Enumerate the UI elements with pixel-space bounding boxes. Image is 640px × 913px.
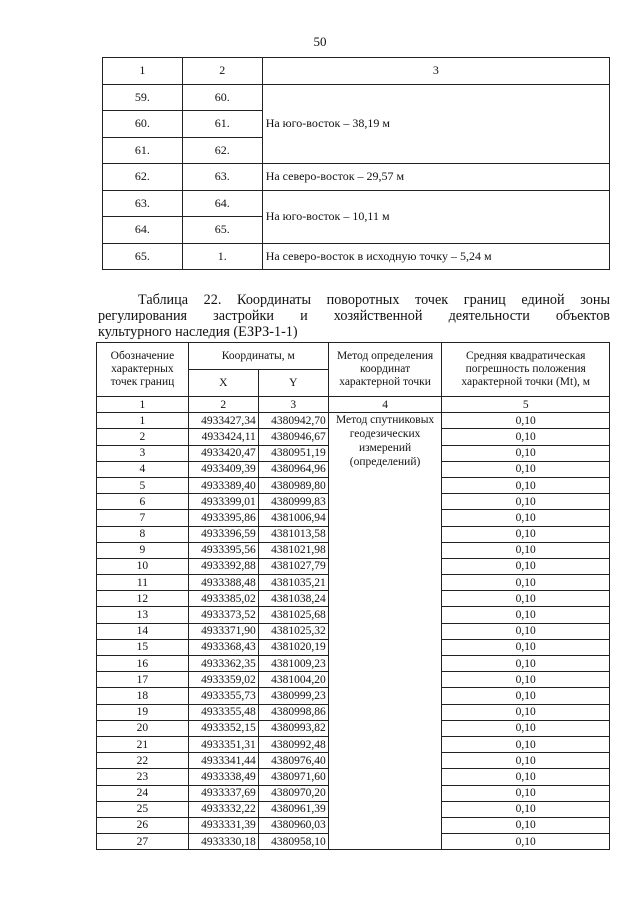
to-point: 65. [182, 217, 262, 244]
error-value: 0,10 [442, 769, 610, 785]
header-error: Средняя квадратическая погрешность положения характерной точки (Mt), м [442, 343, 610, 397]
coord-y: 4380951,19 [258, 445, 328, 461]
method-cell: Метод спутниковых геодезических измерений (определений) [328, 413, 442, 850]
coord-y: 4381027,79 [258, 558, 328, 574]
point-number: 2 [97, 429, 189, 445]
point-number: 11 [97, 575, 189, 591]
to-point: 1. [182, 243, 262, 270]
coord-x: 4933409,39 [188, 461, 258, 477]
point-number: 12 [97, 591, 189, 607]
coord-x: 4933368,43 [188, 639, 258, 655]
caption-line: Таблица 22. Координаты поворотных точек границ единой зоны [138, 292, 610, 308]
direction-description: На юго-восток – 10,11 м [262, 190, 609, 243]
coord-x: 4933332,22 [188, 801, 258, 817]
coord-x: 4933371,90 [188, 623, 258, 639]
coord-x: 4933352,15 [188, 720, 258, 736]
column-number: 3 [258, 397, 328, 413]
column-number: 2 [188, 397, 258, 413]
caption-line: культурного наследия (ЕЗРЗ-1-1) [98, 324, 298, 340]
error-value: 0,10 [442, 607, 610, 623]
column-number: 4 [328, 397, 442, 413]
point-number: 8 [97, 526, 189, 542]
coord-x: 4933389,40 [188, 477, 258, 493]
to-point: 63. [182, 164, 262, 191]
coord-x: 4933395,56 [188, 542, 258, 558]
coord-y: 4380976,40 [258, 753, 328, 769]
error-value: 0,10 [442, 753, 610, 769]
error-value: 0,10 [442, 445, 610, 461]
from-point: 60. [103, 111, 183, 138]
point-number: 24 [97, 785, 189, 801]
error-value: 0,10 [442, 736, 610, 752]
point-number: 19 [97, 704, 189, 720]
coord-y: 4380993,82 [258, 720, 328, 736]
to-point: 61. [182, 111, 262, 138]
coordinates-table [96, 342, 610, 850]
point-number: 25 [97, 801, 189, 817]
coord-x: 4933395,86 [188, 510, 258, 526]
direction-description: На юго-восток – 38,19 м [262, 84, 609, 164]
error-value: 0,10 [442, 801, 610, 817]
coord-y: 4380970,20 [258, 785, 328, 801]
coord-y: 4380999,83 [258, 494, 328, 510]
caption-line: регулирования застройки и хозяйственной деятельности объектов [98, 308, 610, 324]
column-number: 5 [442, 397, 610, 413]
direction-description: На северо-восток в исходную точку – 5,24 м [262, 243, 609, 270]
coord-y: 4381025,32 [258, 623, 328, 639]
error-value: 0,10 [442, 704, 610, 720]
point-number: 4 [97, 461, 189, 477]
coord-x: 4933396,59 [188, 526, 258, 542]
coord-x: 4933337,69 [188, 785, 258, 801]
error-value: 0,10 [442, 526, 610, 542]
column-number: 1 [97, 397, 189, 413]
error-value: 0,10 [442, 558, 610, 574]
table-caption [98, 292, 610, 340]
error-value: 0,10 [442, 575, 610, 591]
coord-x: 4933388,48 [188, 575, 258, 591]
coord-y: 4381035,21 [258, 575, 328, 591]
error-value: 0,10 [442, 834, 610, 850]
coord-x: 4933362,35 [188, 656, 258, 672]
error-value: 0,10 [442, 623, 610, 639]
from-point: 65. [103, 243, 183, 270]
column-number-row [97, 397, 610, 413]
table-header-row [103, 58, 610, 85]
coord-y: 4381038,24 [258, 591, 328, 607]
coord-x: 4933424,11 [188, 429, 258, 445]
point-number: 26 [97, 817, 189, 833]
error-value: 0,10 [442, 542, 610, 558]
error-value: 0,10 [442, 639, 610, 655]
point-number: 7 [97, 510, 189, 526]
point-number: 10 [97, 558, 189, 574]
point-number: 27 [97, 834, 189, 850]
error-value: 0,10 [442, 817, 610, 833]
to-point: 60. [182, 84, 262, 111]
point-number: 13 [97, 607, 189, 623]
coord-x: 4933420,47 [188, 445, 258, 461]
error-value: 0,10 [442, 477, 610, 493]
coord-x: 4933427,34 [188, 413, 258, 429]
to-point: 62. [182, 137, 262, 164]
table-row [103, 84, 610, 111]
coord-x: 4933392,88 [188, 558, 258, 574]
error-value: 0,10 [442, 785, 610, 801]
point-number: 17 [97, 672, 189, 688]
error-value: 0,10 [442, 494, 610, 510]
point-number: 5 [97, 477, 189, 493]
coord-y: 4380999,23 [258, 688, 328, 704]
header-x: X [188, 370, 258, 397]
table-row [103, 164, 610, 191]
point-number: 14 [97, 623, 189, 639]
error-value: 0,10 [442, 413, 610, 429]
coord-y: 4380992,48 [258, 736, 328, 752]
coord-y: 4380961,39 [258, 801, 328, 817]
to-point: 64. [182, 190, 262, 217]
point-number: 23 [97, 769, 189, 785]
coord-y: 4381020,19 [258, 639, 328, 655]
error-value: 0,10 [442, 672, 610, 688]
point-number: 9 [97, 542, 189, 558]
header-coordinates: Координаты, м [188, 343, 328, 370]
coord-x: 4933359,02 [188, 672, 258, 688]
coord-y: 4381021,98 [258, 542, 328, 558]
coord-x: 4933341,44 [188, 753, 258, 769]
error-value: 0,10 [442, 591, 610, 607]
coord-x: 4933355,73 [188, 688, 258, 704]
coord-y: 4380942,70 [258, 413, 328, 429]
coord-y: 4381013,58 [258, 526, 328, 542]
point-number: 22 [97, 753, 189, 769]
error-value: 0,10 [442, 688, 610, 704]
point-number: 16 [97, 656, 189, 672]
coord-y: 4380971,60 [258, 769, 328, 785]
coord-y: 4380998,86 [258, 704, 328, 720]
point-number: 21 [97, 736, 189, 752]
from-point: 62. [103, 164, 183, 191]
coord-x: 4933338,49 [188, 769, 258, 785]
coord-x: 4933351,31 [188, 736, 258, 752]
coord-y: 4381009,23 [258, 656, 328, 672]
column-number: 3 [262, 58, 609, 85]
coord-x: 4933331,39 [188, 817, 258, 833]
coord-x: 4933330,18 [188, 834, 258, 850]
page-number: 50 [313, 34, 327, 49]
point-number: 3 [97, 445, 189, 461]
from-point: 59. [103, 84, 183, 111]
column-number: 1 [103, 58, 183, 85]
coord-x: 4933355,48 [188, 704, 258, 720]
coord-y: 4380958,10 [258, 834, 328, 850]
coord-y: 4381006,94 [258, 510, 328, 526]
coord-y: 4380964,96 [258, 461, 328, 477]
coord-x: 4933373,52 [188, 607, 258, 623]
error-value: 0,10 [442, 429, 610, 445]
error-value: 0,10 [442, 656, 610, 672]
error-value: 0,10 [442, 720, 610, 736]
point-number: 15 [97, 639, 189, 655]
coord-y: 4380960,03 [258, 817, 328, 833]
point-number: 1 [97, 413, 189, 429]
error-value: 0,10 [442, 510, 610, 526]
from-point: 63. [103, 190, 183, 217]
point-number: 20 [97, 720, 189, 736]
coord-x: 4933385,02 [188, 591, 258, 607]
from-point: 64. [103, 217, 183, 244]
table-row [103, 190, 610, 217]
coord-y: 4381025,68 [258, 607, 328, 623]
coord-y: 4381004,20 [258, 672, 328, 688]
header-y: Y [258, 370, 328, 397]
coord-y: 4380989,80 [258, 477, 328, 493]
point-number: 18 [97, 688, 189, 704]
table-row [97, 413, 610, 429]
coord-x: 4933399,01 [188, 494, 258, 510]
header-method: Метод определения координат характерной точки [328, 343, 442, 397]
from-point: 61. [103, 137, 183, 164]
header-point-designation: Обозначение характерных точек границ [97, 343, 189, 397]
direction-description: На северо-восток – 29,57 м [262, 164, 609, 191]
table-row [103, 243, 610, 270]
error-value: 0,10 [442, 461, 610, 477]
coord-y: 4380946,67 [258, 429, 328, 445]
boundary-directions-table [102, 57, 610, 270]
column-number: 2 [182, 58, 262, 85]
point-number: 6 [97, 494, 189, 510]
